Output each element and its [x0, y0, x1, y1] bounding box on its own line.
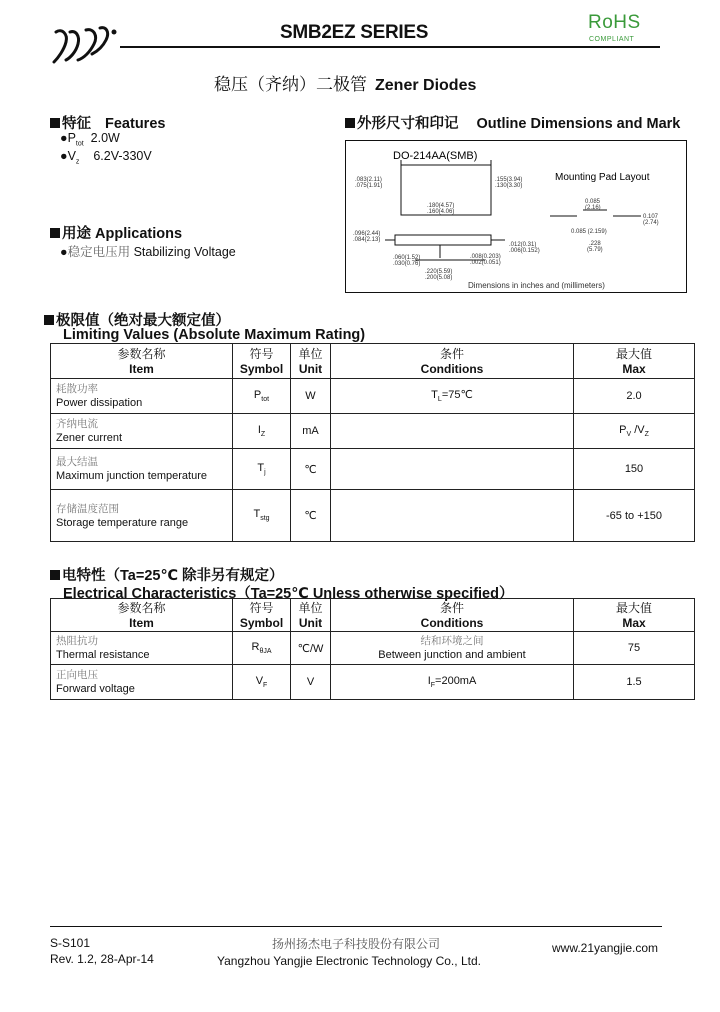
svg-text:(2.16): (2.16) [585, 205, 601, 211]
footer-website-link[interactable]: www.21yangjie.com [552, 941, 659, 955]
table-row: 存储温度范围 Storage temperature range $T_{stg}$ ℃ -65 to +150 [51, 490, 695, 542]
table-row: 齐纳电流 Zener current $I_Z$ mA $P_V$ $/V_Z$ [51, 414, 695, 449]
footer-revision: Rev. 1.2, 28-Apr-14 [50, 952, 154, 966]
subtitle-cn: 稳压（齐纳）二极管 [214, 75, 367, 94]
electrical-heading-cn: 电特性（Ta=25℃ 除非另有规定） [50, 564, 284, 585]
svg-text:.180(4.57): .180(4.57) [427, 203, 455, 209]
electrical-characteristics-table [50, 598, 695, 700]
svg-text:.075(1.91): .075(1.91) [355, 183, 383, 189]
svg-text:.083(2.11): .083(2.11) [355, 177, 382, 183]
bullet-icon: ● [60, 131, 68, 145]
svg-text:.084(2.13): .084(2.13) [353, 237, 381, 243]
svg-text:(2.74): (2.74) [643, 220, 659, 226]
footer-company-en: Yangzhou Yangjie Electronic Technology Co., Ltd. [217, 954, 481, 968]
outline-diagram [345, 140, 687, 293]
application-item: ●稳定电压用 Stabilizing Voltage [60, 245, 236, 259]
feature-voltage: $●V_z$ 6.2V-330V [60, 149, 152, 166]
footer-company-cn: 扬州扬杰电子科技股份有限公司 [272, 937, 441, 951]
svg-text:(5.79): (5.79) [587, 247, 603, 253]
svg-text:.200(5.08): .200(5.08) [425, 275, 453, 281]
page-subtitle [214, 70, 476, 95]
outline-heading: 外形尺寸和印记 Outline Dimensions and Mark [345, 112, 680, 133]
yangjie-logo [50, 26, 120, 66]
square-bullet-icon [44, 315, 54, 325]
table-header-row: 参数名称 Item 符号 Symbol 单位 Unit 条件 Conditions 最大值 Max [51, 344, 695, 379]
limiting-heading-cn: 极限值（绝对最大额定值） [44, 309, 230, 330]
footer-divider [50, 926, 662, 927]
svg-text:.220(5.59): .220(5.59) [425, 269, 453, 275]
svg-text:.130(3.30): .130(3.30) [495, 183, 523, 189]
rohs-mark: RoHS [588, 12, 641, 33]
svg-text:0.085: 0.085 [585, 199, 601, 205]
dimension-note: Dimensions in inches and (millimeters) [468, 281, 605, 290]
svg-text:.002(0.051): .002(0.051) [470, 260, 501, 266]
svg-text:0.085 (2.159): 0.085 (2.159) [571, 229, 607, 235]
svg-text:.030(0.76): .030(0.76) [393, 261, 421, 267]
svg-text:.155(3.94): .155(3.94) [495, 177, 523, 183]
square-bullet-icon [50, 228, 60, 238]
subtitle-en: Zener Diodes [375, 77, 477, 94]
bullet-icon: ● [60, 245, 68, 259]
feature-power: $●P_{tot}$ 2.0W [60, 131, 120, 148]
electrical-heading-en: Electrical Characteristics（Ta=25℃ Unless otherwise specified） [63, 586, 514, 602]
header-divider [120, 46, 660, 48]
square-bullet-icon [50, 570, 60, 580]
limiting-heading-en: Limiting Values (Absolute Maximum Rating) [63, 327, 366, 343]
footer-doc-number: S-S101 [50, 936, 91, 950]
table-row: 最大结温 Maximum junction temperature $T_j$ ℃ 150 [51, 449, 695, 490]
package-label: DO-214AA(SMB) [393, 150, 478, 162]
svg-text:.228: .228 [589, 241, 601, 247]
square-bullet-icon [345, 118, 355, 128]
svg-text:.160(4.06): .160(4.06) [427, 209, 455, 215]
square-bullet-icon [50, 118, 60, 128]
table-row: 热阻抗功 Thermal resistance $R_{\theta JA}$ ℃/W 结和环境之间 Between junction and ambient 75 [51, 632, 695, 665]
bullet-icon: ● [60, 149, 68, 163]
dimension-labels [353, 177, 659, 281]
table-row: 正向电压 Forward voltage $V_F$ V $I_F=200mA$ 1.5 [51, 665, 695, 700]
table-header-row: 参数名称 Item 符号 Symbol 单位 Unit 条件 Conditions 最大值 Max [51, 599, 695, 632]
limiting-values-table [50, 343, 695, 542]
svg-text:.012(0.31): .012(0.31) [509, 242, 537, 248]
svg-text:.096(2.44): .096(2.44) [353, 231, 381, 237]
svg-text:.060(1.52): .060(1.52) [393, 255, 421, 261]
rohs-compliant-label: COMPLIANT [589, 36, 635, 43]
svg-text:.006(0.152): .006(0.152) [509, 248, 540, 254]
applications-heading: 用途 Applications [50, 222, 182, 243]
svg-text:0.107: 0.107 [643, 214, 659, 220]
pad-layout-label: Mounting Pad Layout [555, 172, 650, 183]
svg-text:.008(0.203): .008(0.203) [470, 254, 501, 260]
page-title: SMB2EZ SERIES [280, 22, 429, 43]
features-heading: 特征 Features [50, 112, 165, 133]
table-row: 耗散功率 Power dissipation $P_{tot}$ W $T_L=75℃$ 2.0 [51, 379, 695, 414]
